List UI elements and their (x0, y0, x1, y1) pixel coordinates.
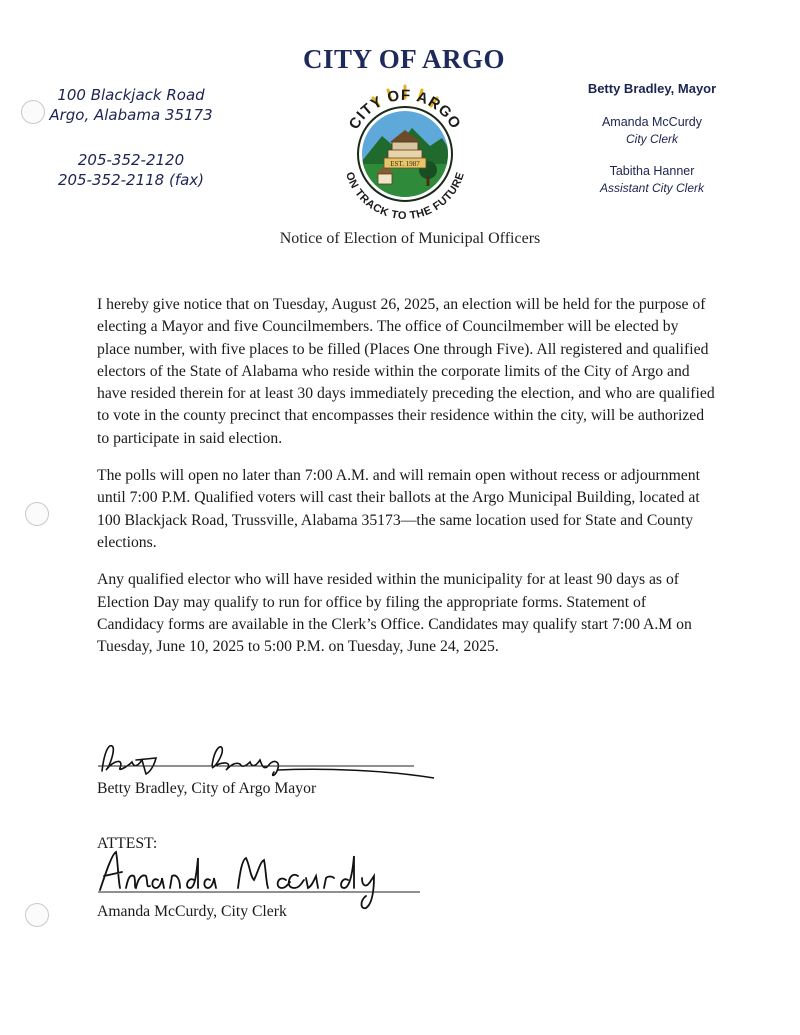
fax-number: 205-352-2118 (fax) (57, 171, 205, 189)
mayor-name: Betty Bradley, Mayor (587, 81, 717, 96)
assistant-clerk-name: Tabitha Hanner (609, 164, 695, 178)
assistant-clerk-role: Assistant City Clerk (599, 181, 705, 195)
phone-number: 205-352-2120 (77, 151, 185, 169)
clerk-block (562, 114, 742, 148)
notice-body (97, 294, 715, 673)
mayor-signature-line: Betty Bradley, City of Argo Mayor (97, 780, 317, 797)
seal-top-text: CITY OF ARGO (345, 86, 465, 133)
paragraph-polls: The polls will open no later than 7:00 A.M. and will remain open without recess or adjournment until 7:00 P.M. Qualified voters will cast their ballots at the Argo Municipal Building, located at 100 Blackjack Road, Trussville, Alabama 35173—the same location used for State and County elections. (97, 467, 700, 551)
attest-label: ATTEST: (97, 835, 158, 852)
city-title: CITY OF ARGO (302, 44, 505, 74)
assistant-clerk-block (562, 163, 742, 197)
binder-hole (25, 903, 49, 927)
address-line-2: Argo, Alabama 35173 (49, 106, 213, 124)
seal-bottom-text: ON TRACK TO THE FUTURE (342, 170, 467, 223)
clerk-role: City Clerk (625, 132, 678, 146)
address-block (26, 85, 236, 125)
notice-title: Notice of Election of Municipal Officers (279, 230, 541, 247)
paragraph-election-notice: I hereby give notice that on Tuesday, August 26, 2025, an election will be held for the purpose of electing a Mayor and five Councilmembers. The office of Councilmember will be elected by place number, with five places to be filled (Places One through Five). All registered and qualified electors of the State of Alabama who reside within the corporate limits of the City of Argo and have resided therein for at least 30 days immediately preceding the election, and who are qualified to vote in the county precinct that encompasses their residence within the city, will be authorized to participate in said election. (97, 296, 715, 447)
address-line-1: 100 Blackjack Road (57, 86, 205, 104)
city-seal-logo (330, 78, 480, 228)
paragraph-qualification: Any qualified elector who will have resided within the municipality for at least 90 days as of Election Day may qualify to run for office by filing the appropriate forms. Statement of Candidacy forms are available in the Clerk’s Office. Candidates may qualify start 7:00 A.M on Tuesday, June 10, 2025 to 5:00 P.M. on Tuesday, June 24, 2025. (97, 571, 692, 656)
phone-block (26, 150, 236, 190)
mayor-signature (94, 736, 444, 786)
clerk-signature-line: Amanda McCurdy, City Clerk (97, 903, 287, 920)
binder-hole (25, 502, 49, 526)
seal-est: EST. 1987 (390, 160, 420, 168)
clerk-name: Amanda McCurdy (601, 115, 703, 129)
